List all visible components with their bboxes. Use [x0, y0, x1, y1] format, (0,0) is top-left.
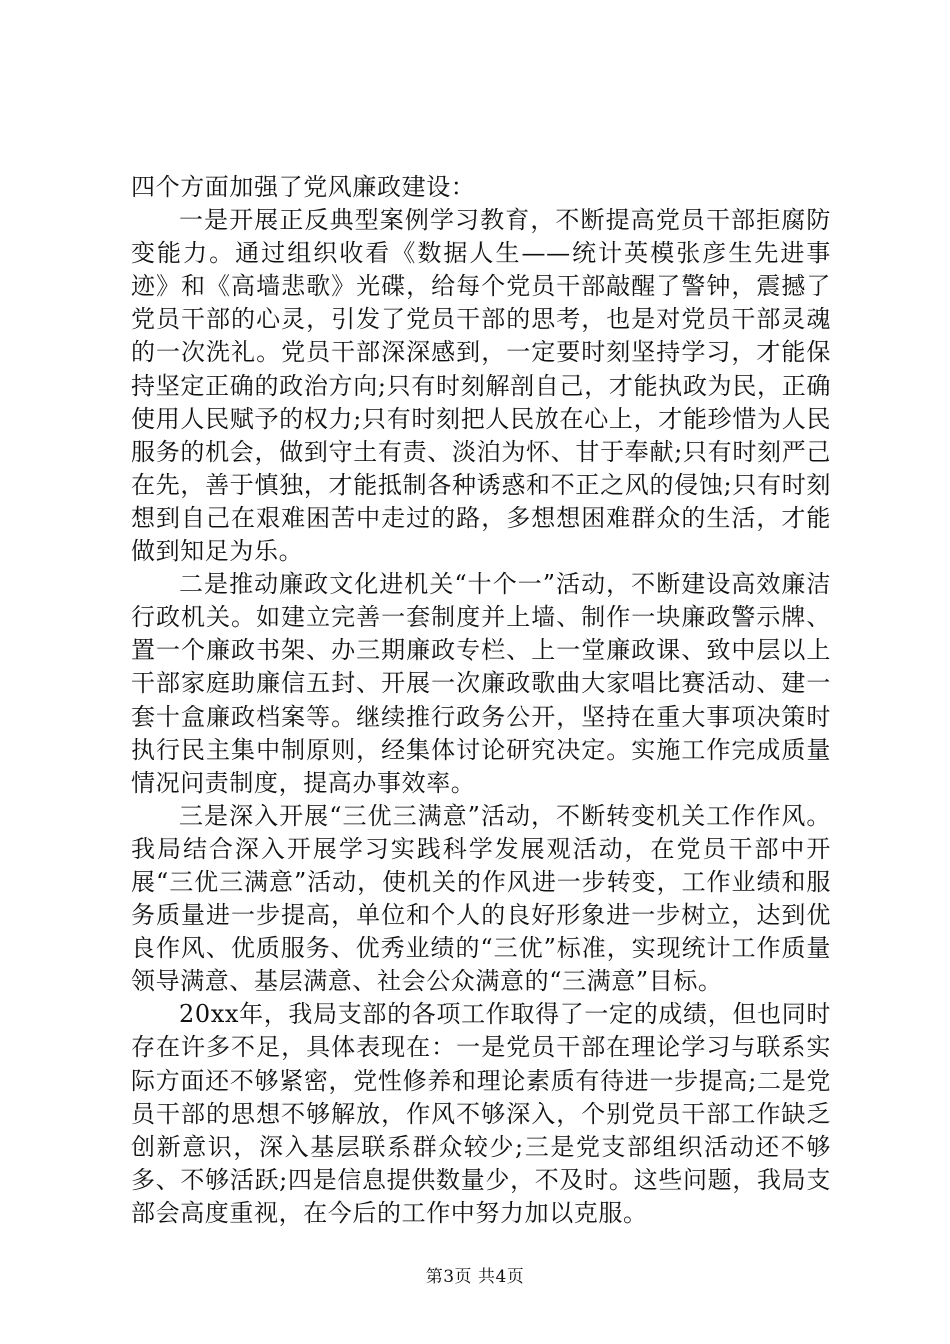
paragraph-case-study: 一是开展正反典型案例学习教育，不断提高党员干部拒腐防变能力。通过组织收看《数据人生——统计英模张彦生先进事迹》和《高墙悲歌》光碟，给每个党员干部敲醒了警钟，震撼了党员干部的心灵，引发了党员干部的思考，也是对党员干部灵魂的一次洗礼。党员干部深深感到，一定要时刻坚持学习，才能保持坚定正确的政治方向;只有时刻解剖自己，才能执政为民，正确使用人民赋予的权力;只有时刻把人民放在心上，才能珍惜为人民服务的机会，做到守土有责、淡泊为怀、甘于奉献;只有时刻严己在先，善于慎独，才能抵制各种诱惑和不正之风的侵蚀;只有时刻想到自己在艰难困苦中走过的路，多想想困难群众的生活，才能做到知足为乐。: [131, 206, 831, 566]
document-body: [131, 171, 831, 1230]
paragraph-integrity-culture: 二是推动廉政文化进机关“十个一”活动，不断建设高效廉洁行政机关。如建立完善一套制度并上墙、制作一块廉政警示牌、置一个廉政书架、办三期廉政专栏、上一堂廉政课、致中层以上干部家庭助廉信五封、开展一次廉政歌曲大家唱比赛活动、建一套十盒廉政档案等。继续推行政务公开，坚持在重大事项决策时执行民主集中制原则，经集体讨论研究决定。实施工作完成质量情况问责制度，提高办事效率。: [131, 570, 831, 797]
paragraph-shortcomings: 20xx年，我局支部的各项工作取得了一定的成绩，但也同时存在许多不足，具体表现在：一是党员干部在理论学习与联系实际方面还不够紧密，党性修养和理论素质有待进一步提高;二是党员干部的思想不够解放，作风不够深入，个别党员干部工作缺乏创新意识，深入基层联系群众较少;三是党支部组织活动还不够多、不够活跃;四是信息提供数量少，不及时。这些问题，我局支部会高度重视，在今后的工作中努力加以克服。: [131, 1000, 831, 1227]
paragraph-intro: 四个方面加强了党风廉政建设：: [131, 173, 476, 201]
paragraph-three-excellent: 三是深入开展“三优三满意”活动，不断转变机关工作作风。我局结合深入开展学习实践科学发展观活动，在党员干部中开展“三优三满意”活动，使机关的作风进一步转变，工作业绩和服务质量进一步提高，单位和个人的良好形象进一步树立，达到优良作风、优质服务、优秀业绩的“三优”标准，实现统计工作质量领导满意、基层满意、社会公众满意的“三满意”目标。: [131, 801, 831, 996]
page-number-footer: 第3页 共4页: [425, 1267, 525, 1287]
